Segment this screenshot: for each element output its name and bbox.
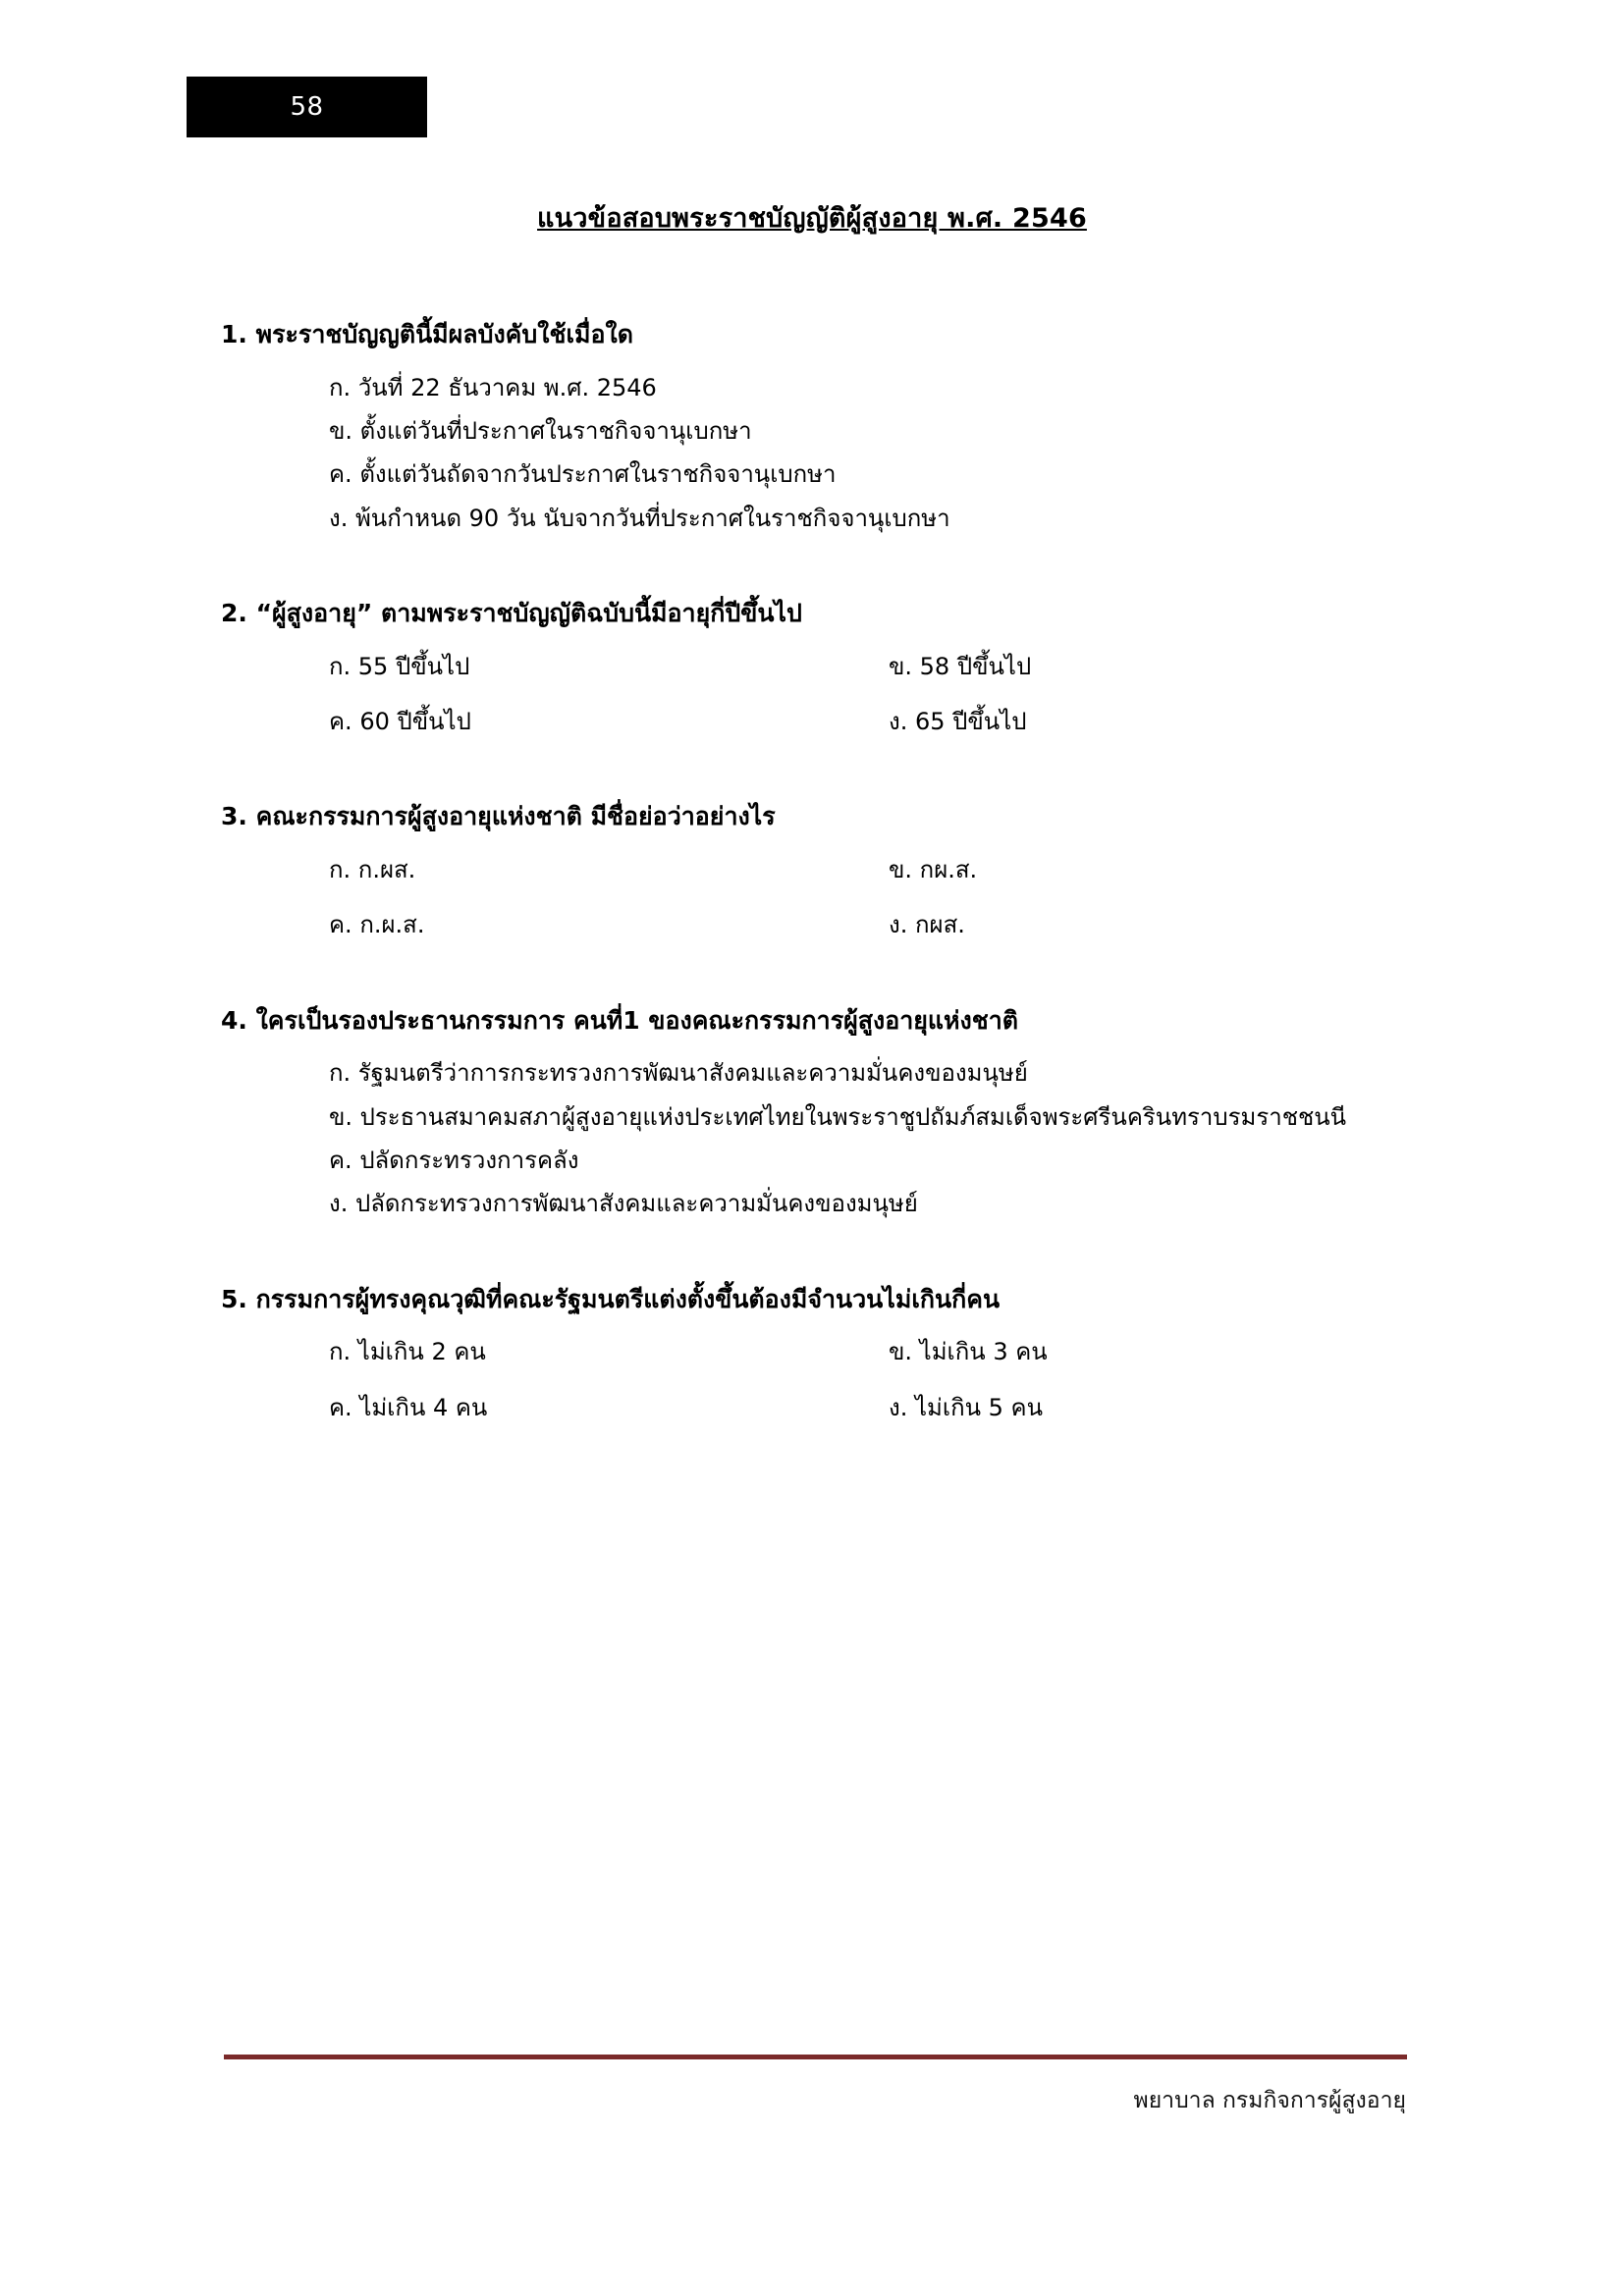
choice-option[interactable]: ค. ก.ผ.ส.: [329, 911, 425, 939]
choice-option[interactable]: ก. ก.ผส.: [329, 855, 416, 883]
question-item: [221, 314, 1409, 540]
question-text: 1. พระราชบัญญตินี้มีผลบังคับใช้เมื่อใด: [221, 320, 633, 348]
choice-option[interactable]: ง. 65 ปีขึ้นไป: [889, 707, 1027, 735]
question-text: 3. คณะกรรมการผู้สูงอายุแห่งชาติ มีชื่อย่อว่าอย่างไร: [221, 802, 776, 831]
choice-option[interactable]: ข. กผ.ส.: [889, 855, 978, 883]
choice-option[interactable]: ง. ไม่เกิน 5 คน: [889, 1393, 1043, 1421]
choice-option[interactable]: ข. ตั้งแต่วันที่ประกาศในราชกิจจานุเบกษา: [329, 416, 752, 445]
choice-option[interactable]: ข. ประธานสมาคมสภาผู้สูงอายุแห่งประเทศไทยในพระราชูปถัมภ์สมเด็จพระศรีนครินทราบรมราชชนนี: [329, 1102, 1347, 1131]
choice-option[interactable]: ข. ไม่เกิน 3 คน: [889, 1338, 1048, 1366]
question-item: [221, 1000, 1409, 1226]
question-item: [221, 1279, 1409, 1429]
choice-option[interactable]: ง. พ้นกำหนด 90 วัน นับจากวันที่ประกาศในราชกิจจานุเบกษา: [329, 504, 950, 532]
question-text: 4. ใครเป็นรองประธานกรรมการ คนที่1 ของคณะกรรมการผู้สูงอายุแห่งชาติ: [221, 1005, 1018, 1035]
choice-option[interactable]: ก. 55 ปีขึ้นไป: [329, 652, 470, 680]
choice-option[interactable]: ค. 60 ปีขึ้นไป: [329, 707, 471, 735]
choice-option[interactable]: ค. ไม่เกิน 4 คน: [329, 1393, 488, 1421]
choice-option[interactable]: ง. กผส.: [889, 911, 965, 939]
question-text: 5. กรรมการผู้ทรงคุณวุฒิที่คณะรัฐมนตรีแต่งตั้งขึ้นต้องมีจำนวนไม่เกินกี่คน: [221, 1284, 1001, 1313]
footer-text: พยาบาล กรมกิจการผู้สูงอายุ: [1133, 2088, 1406, 2113]
choice-option[interactable]: ก. ไม่เกิน 2 คน: [329, 1338, 486, 1366]
page-title: แนวข้อสอบพระราชบัญญัติผู้สูงอายุ พ.ศ. 2546: [537, 203, 1087, 234]
page-number-badge: 58: [187, 77, 427, 137]
choice-option[interactable]: ก. วันที่ 22 ธันวาคม พ.ศ. 2546: [329, 373, 657, 401]
question-item: [221, 593, 1409, 743]
choice-option[interactable]: ข. 58 ปีขึ้นไป: [889, 652, 1032, 680]
footer-divider: [224, 2055, 1407, 2059]
choice-group: [221, 1330, 1409, 1429]
choice-option[interactable]: ค. ตั้งแต่วันถัดจากวันประกาศในราชกิจจานุเบกษา: [329, 460, 837, 489]
choice-group: [221, 645, 1409, 744]
choice-group: [221, 848, 1409, 947]
question-text: 2. “ผู้สูงอายุ” ตามพระราชบัญญัติฉบับนี้มีอายุกี่ปีขึ้นไป: [221, 599, 802, 628]
choice-option[interactable]: ง. ปลัดกระทรวงการพัฒนาสังคมและความมั่นคงของมนุษย์: [329, 1190, 918, 1218]
choice-option[interactable]: ก. รัฐมนตรีว่าการกระทรวงการพัฒนาสังคมและความมั่นคงของมนุษย์: [329, 1059, 1028, 1088]
choice-option[interactable]: ค. ปลัดกระทรวงการคลัง: [329, 1146, 579, 1174]
question-list: [221, 314, 1409, 1468]
choice-group: [221, 366, 1409, 541]
choice-group: [221, 1051, 1409, 1226]
question-item: [221, 796, 1409, 946]
